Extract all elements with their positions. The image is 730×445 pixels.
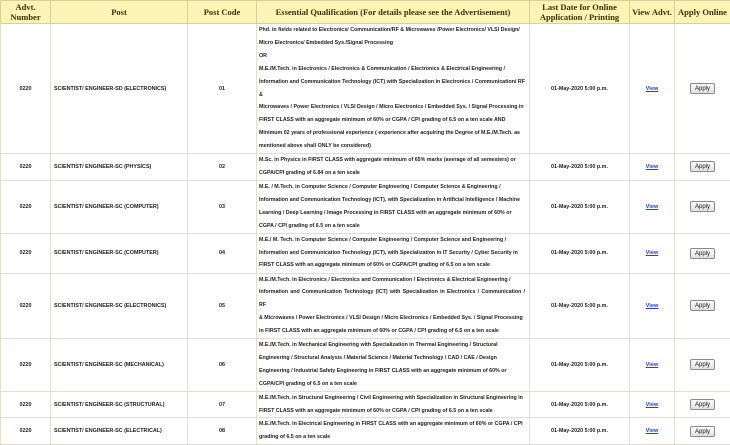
post-cell: SCIENTIST/ ENGINEER-SC (COMPUTER) [51, 180, 188, 233]
apply-cell [675, 180, 730, 233]
qualification-line: M.E./ M. Tech. in Computer Science / Computer Engineering / Computer Science and Engineering / [259, 234, 525, 247]
apply-cell [675, 391, 730, 418]
qualification-cell [257, 24, 530, 154]
table-row [1, 233, 730, 273]
qualification-line: M.E./M.Tech. in Electrical Engineering in FIRST CLASS with an aggregate minimum of 60% or CGPA / CPI [259, 418, 525, 431]
apply-button[interactable]: Apply [690, 399, 715, 410]
qualification-line: FIRST CLASS with an aggregate minimum of 60% or CGPA/CPI grading of 6.5 on a ten scale [259, 259, 525, 272]
view-advt-link[interactable]: View [646, 402, 659, 408]
advt-number-cell: 0220 [1, 391, 51, 418]
last-date-cell: 01-May-2020 5:00 p.m. [530, 24, 630, 154]
qualification-line: M.Sc. in Physics in FIRST CLASS with aggregate minimum of 65% marks (average of all semesters) or [259, 154, 525, 167]
qualification-line: FIRST CLASS with an aggregate minimum of 60% or CGPA / CPI grading of 6.5 on a ten scale [259, 405, 525, 418]
qualification-cell [257, 273, 530, 339]
advt-number-cell: 0220 [1, 233, 51, 273]
apply-cell [675, 418, 730, 445]
qualification-line: CGPA/CPI grading of 6.5 on a ten scale [259, 378, 525, 391]
advt-number-cell: 0220 [1, 418, 51, 445]
post-code-cell: 02 [188, 154, 257, 181]
post-code-cell: 04 [188, 233, 257, 273]
view-advt-link[interactable]: View [646, 362, 659, 368]
post-cell: SCIENTIST/ ENGINEER-SC (ELECTRICAL) [51, 418, 188, 445]
post-code-cell: 07 [188, 391, 257, 418]
advt-number-cell: 0220 [1, 154, 51, 181]
qualification-line: Learning / Deep Learning / Image Processing in FIRST CLASS with an aggregate minimum of 60% or [259, 207, 525, 220]
table-row [1, 180, 730, 233]
view-advt-link[interactable]: View [646, 164, 659, 170]
apply-button[interactable]: Apply [690, 201, 715, 212]
qualification-line: Information and Communication Technology (ICT) with Specialization in Electronics / Communication/ RF & [259, 76, 525, 102]
view-advt-link[interactable]: View [646, 303, 659, 309]
qualification-line: Microwaves / Power Electronics / VLSI Design / Micro Electronics / Embedded Sys. / Signal Processing in [259, 101, 525, 114]
qualification-line: grading of 6.5 on a ten scale [259, 431, 525, 444]
qualification-cell [257, 154, 530, 181]
view-cell [630, 418, 675, 445]
advt-number-cell: 0220 [1, 24, 51, 154]
post-cell: SCIENTIST/ ENGINEER-SC (MECHANICAL) [51, 339, 188, 392]
advt-number-cell: 0220 [1, 273, 51, 339]
table-row [1, 154, 730, 181]
qualification-line: Information and Communication Technology (ICT) with Specialization in Electronics / Communication / RF [259, 286, 525, 312]
qualification-line: in FIRST CLASS with an aggregate minimum of 60% or CGPA / CPI grading of 6.5 on a ten scale [259, 325, 525, 338]
qualification-line: M.E. / M.Tech. in Computer Science / Computer Engineering / Computer Science & Engineering / [259, 181, 525, 194]
post-code-cell: 08 [188, 418, 257, 445]
view-advt-link[interactable]: View [646, 428, 659, 434]
qualification-cell [257, 391, 530, 418]
post-code-cell: 06 [188, 339, 257, 392]
qualification-line: CGPA / CPI grading of 6.5 on a ten scale [259, 220, 525, 233]
header-advt-number: Advt. Number [1, 1, 51, 24]
last-date-cell: 01-May-2020 5:00 p.m. [530, 273, 630, 339]
qualification-line: Micro Electronics/ Embedded Sys./Signal Processing [259, 37, 525, 50]
qualification-line: & Microwaves / Power Electronics / VLSI Design / Micro Electronics / Embedded Sys. / Signal Processing [259, 312, 525, 325]
post-code-cell: 01 [188, 24, 257, 154]
qualification-line: FIRST CLASS with an aggregate minimum of 60% or CGPA / CPI grading of 6.5 on a ten scale AND [259, 114, 525, 127]
last-date-cell: 01-May-2020 5:00 p.m. [530, 233, 630, 273]
apply-button[interactable]: Apply [690, 426, 715, 437]
apply-button[interactable]: Apply [690, 248, 715, 259]
apply-cell [675, 233, 730, 273]
view-advt-link[interactable]: View [646, 86, 659, 92]
view-cell [630, 180, 675, 233]
qualification-line: mentioned above shall ONLY be considered) [259, 140, 525, 153]
post-cell: SCIENTIST/ ENGINEER-SD (ELECTRONICS) [51, 24, 188, 154]
post-cell: SCIENTIST/ ENGINEER-SC (PHYSICS) [51, 154, 188, 181]
qualification-line: M.E./M.Tech. in Electronics / Electronics & Communication / Electronics & Electrical Engineering / [259, 63, 525, 76]
header-post: Post [51, 1, 188, 24]
last-date-cell: 01-May-2020 5:00 p.m. [530, 180, 630, 233]
header-last-date: Last Date for Online Application / Printing [530, 1, 630, 24]
view-cell [630, 273, 675, 339]
qualification-line: CGPA/CPI grading of 6.84 on a ten scale [259, 167, 525, 180]
view-cell [630, 24, 675, 154]
qualification-cell [257, 233, 530, 273]
qualification-line: Engineering / Industrial Safety Engineering in FIRST CLASS with an aggregate minimum of 60% or [259, 365, 525, 378]
apply-button[interactable]: Apply [690, 359, 715, 370]
qualification-line: Information and Communication Technology (ICT), with Specialization in IT Security / Cyber Security in [259, 247, 525, 260]
qualification-line: M.E./M.Tech. in Electronics / Electronics and Communication / Electronics & Electrical Engineering / [259, 274, 525, 287]
table-row [1, 391, 730, 418]
qualification-line: Phd. in fields related to Electronics/ Communication/RF & Microwaves /Power Electronics/ VLSI Design/ [259, 24, 525, 37]
apply-cell [675, 273, 730, 339]
qualification-cell [257, 418, 530, 445]
last-date-cell: 01-May-2020 5:00 p.m. [530, 418, 630, 445]
post-cell: SCIENTIST/ ENGINEER-SC (ELECTRONICS) [51, 273, 188, 339]
qualification-line: Information and Communication Technology (ICT), with Specialization in Artificial Intelligence / Machine [259, 194, 525, 207]
table-row [1, 418, 730, 445]
header-post-code: Post Code [188, 1, 257, 24]
view-cell [630, 233, 675, 273]
qualification-cell [257, 339, 530, 392]
header-apply-online: Apply Online [675, 1, 730, 24]
qualification-line: M.E./M.Tech. in Structural Engineering / Civil Engineering with Specialization in Structural Engineering in [259, 392, 525, 405]
apply-button[interactable]: Apply [690, 83, 715, 94]
table-row [1, 273, 730, 339]
header-view-advt: View Advt. [630, 1, 675, 24]
table-row [1, 24, 730, 154]
qualification-cell [257, 180, 530, 233]
last-date-cell: 01-May-2020 5:00 p.m. [530, 154, 630, 181]
post-cell: SCIENTIST/ ENGINEER-SC (COMPUTER) [51, 233, 188, 273]
view-cell [630, 391, 675, 418]
qualification-line: Engineering / Structural Analysis / Material Science / Material Technology / CAD / CAE / Design [259, 352, 525, 365]
qualification-line: OR [259, 50, 525, 63]
apply-cell [675, 339, 730, 392]
apply-cell [675, 24, 730, 154]
view-cell [630, 339, 675, 392]
table-row [1, 339, 730, 392]
advt-number-cell: 0220 [1, 180, 51, 233]
table-header-row [1, 1, 730, 24]
last-date-cell: 01-May-2020 5:00 p.m. [530, 339, 630, 392]
qualification-line: M.E./M.Tech. in Mechanical Engineering with Specialization in Thermal Engineering / Structural [259, 339, 525, 352]
view-advt-link[interactable]: View [646, 250, 659, 256]
apply-cell [675, 154, 730, 181]
apply-button[interactable]: Apply [690, 300, 715, 311]
view-advt-link[interactable]: View [646, 204, 659, 210]
apply-button[interactable]: Apply [690, 161, 715, 172]
qualification-line: Minimum 02 years of professional experience ( experience after acquiring the Degree of M.E./M.Tech. as [259, 127, 525, 140]
last-date-cell: 01-May-2020 5:00 p.m. [530, 391, 630, 418]
post-cell: SCIENTIST/ ENGINEER-SC (STRUCTURAL) [51, 391, 188, 418]
view-cell [630, 154, 675, 181]
post-code-cell: 05 [188, 273, 257, 339]
advt-number-cell: 0220 [1, 339, 51, 392]
header-qualification: Essential Qualification (For details please see the Advertisement) [257, 1, 530, 24]
post-code-cell: 03 [188, 180, 257, 233]
